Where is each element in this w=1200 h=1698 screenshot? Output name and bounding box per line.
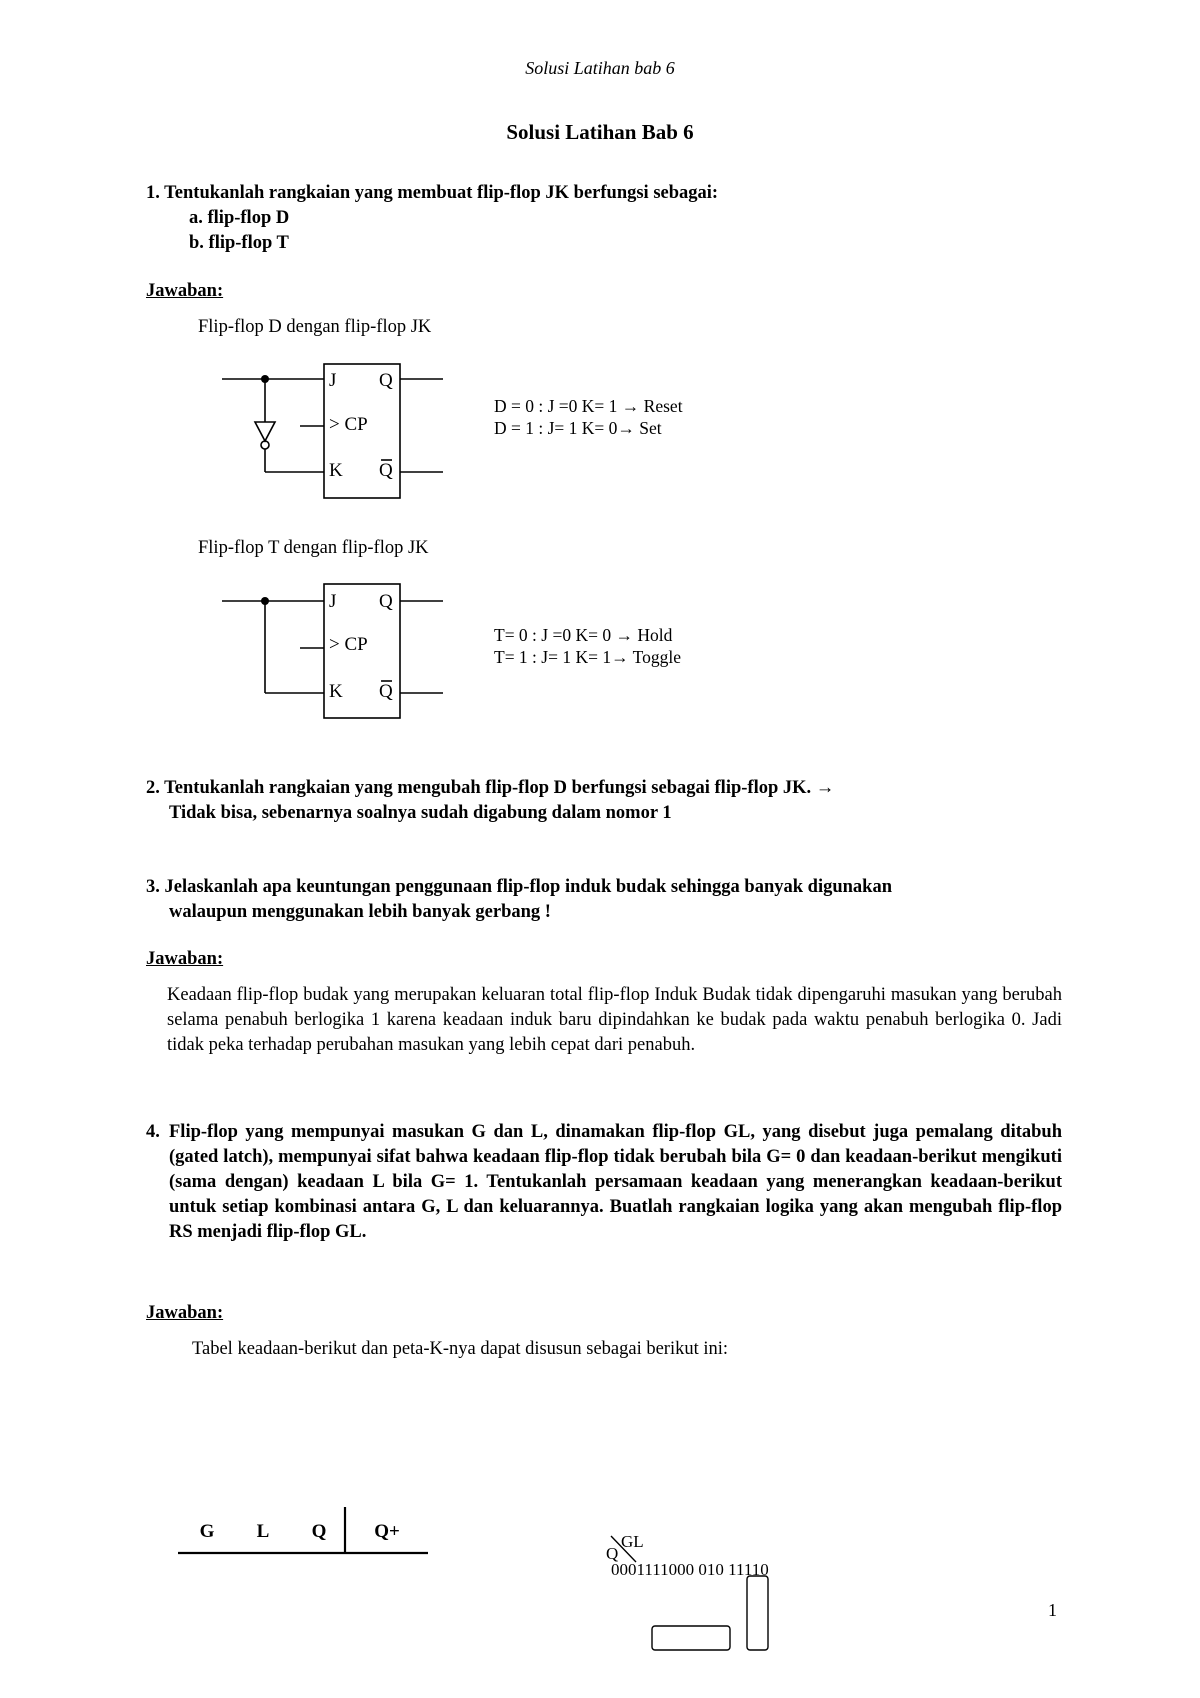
- question-3-line2: walaupun menggunakan lebih banyak gerbang !: [169, 902, 551, 922]
- table-header-g: G: [199, 1521, 215, 1542]
- page-title: Solusi Latihan Bab 6: [506, 120, 694, 144]
- answer-label-3: Jawaban:: [146, 949, 224, 969]
- circuit-t-caption: Flip-flop T dengan flip-flop JK: [198, 538, 429, 558]
- answer-4-text: Tabel keadaan-berikut dan peta-K-nya dapat disusun sebagai berikut ini:: [192, 1339, 729, 1359]
- circuit-t-hold-line: T= 0 : J =0 K= 0 → Hold: [494, 625, 673, 645]
- question-1-option-b: b. flip-flop T: [189, 233, 289, 253]
- question-1-option-a: a. flip-flop D: [189, 208, 290, 228]
- answer-label-1: Jawaban:: [146, 281, 224, 301]
- question-1: 1. Tentukanlah rangkaian yang membuat flip-flop JK berfungsi sebagai:: [146, 183, 719, 203]
- circuit-t-pin-j: J: [329, 591, 337, 612]
- circuit-d-pin-j: J: [329, 370, 337, 391]
- k-map-row-label: Q: [606, 1544, 619, 1563]
- circuit-d-pin-cp: > CP: [329, 414, 368, 435]
- circuit-t-pin-qbar: Q: [379, 681, 393, 702]
- table-header-q-next: Q+: [374, 1521, 400, 1542]
- k-map-codes: 0001111000 010 11110: [611, 1560, 769, 1579]
- circuit-d-pin-k: K: [329, 460, 343, 481]
- circuit-t-pin-k: K: [329, 681, 343, 702]
- running-header: Solusi Latihan bab 6: [525, 58, 675, 78]
- circuit-d-set-line: D = 1 : J= 1 K= 0→ Set: [494, 418, 662, 438]
- question-4-number: 4.: [146, 1122, 160, 1142]
- table-header-q: Q: [311, 1521, 327, 1542]
- circuit-t-pin-cp: > CP: [329, 634, 368, 655]
- circuit-d-pin-qbar: Q: [379, 460, 393, 481]
- page-number: 1: [1048, 1600, 1057, 1620]
- k-map-column-label: GL: [621, 1532, 644, 1551]
- circuit-d-pin-q: Q: [379, 370, 393, 391]
- question-2: 2. Tentukanlah rangkaian yang mengubah flip-flop D berfungsi sebagai flip-flop JK. →: [146, 778, 835, 798]
- question-4: Flip-flop yang mempunyai masukan G dan L, dinamakan flip-flop GL, yang disebut juga pemalang ditabuh (gated latch), mempunyai sifat bahwa keadaan flip-flop tidak berubah bila G= 0 dan keadaan-berikut mengikuti (sama dengan) keadaan L bila G= 1. Tentukanlah persamaan keadaan yang menerangkan keadaan-berikut untuk setiap kombinasi antara G, L dan keluarannya. Buatlah rangkaian logika yang akan mengubah flip-flop RS menjadi flip-flop GL.: [169, 1122, 1062, 1242]
- question-2-answer: Tidak bisa, sebenarnya soalnya sudah digabung dalam nomor 1: [169, 803, 672, 823]
- circuit-d-reset-line: D = 0 : J =0 K= 1 → Reset: [494, 396, 683, 416]
- answer-label-4: Jawaban:: [146, 1303, 224, 1323]
- circuit-t-toggle-line: T= 1 : J= 1 K= 1→ Toggle: [494, 647, 682, 667]
- table-header-l: L: [256, 1521, 270, 1542]
- circuit-t-pin-q: Q: [379, 591, 393, 612]
- answer-3-paragraph: Keadaan flip-flop budak yang merupakan keluaran total flip-flop Induk Budak tidak dipengaruhi masukan yang berubah selama penabuh berlogika 1 karena keadaan induk baru dipindahkan ke budak pada waktu penabuh berlogika 0. Jadi tidak peka terhadap perubahan masukan yang lebih cepat dari penabuh.: [167, 985, 1062, 1055]
- question-3: 3. Jelaskanlah apa keuntungan penggunaan flip-flop induk budak sehingga banyak digunakan: [146, 877, 892, 897]
- circuit-d-caption: Flip-flop D dengan flip-flop JK: [198, 317, 432, 337]
